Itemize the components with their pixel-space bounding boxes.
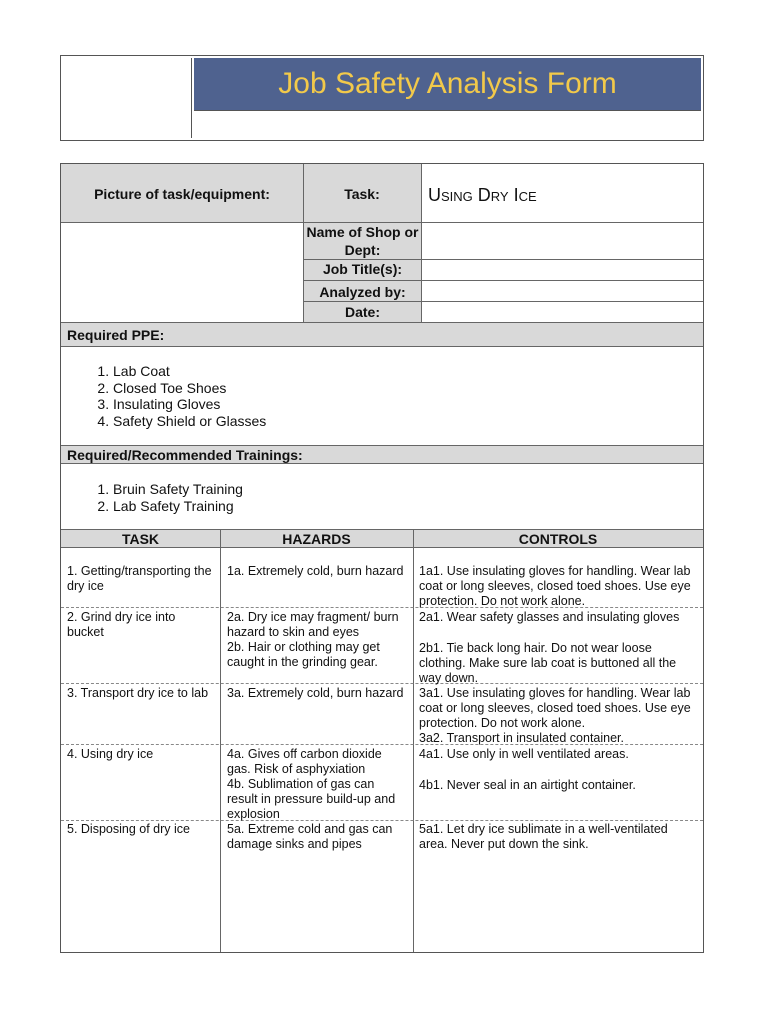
row2-hazard-a: 2a. Dry ice may fragment/ burn hazard to skin and eyes: [227, 610, 399, 639]
row3-hazard-a: 3a. Extremely cold, burn hazard: [227, 686, 404, 700]
trainings-list: [61, 481, 243, 514]
task-value: Using Dry Ice: [428, 185, 537, 205]
row3-task: 3. Transport dry ice to lab: [67, 686, 209, 700]
header-task: TASK: [121, 531, 160, 547]
row2-hazard-b: 2b. Hair or clothing may get caught in the grinding gear.: [227, 640, 380, 669]
row4-control-a: 4a1. Use only in well ventilated areas.: [419, 747, 629, 761]
row1-control-a: 1a1. Use insulating gloves for handling. Wear lab coat or long sleeves, closed toed shoes. Use eye protection. Do not work alone.: [419, 564, 691, 608]
trainings-heading: Required/Recommended Trainings:: [67, 447, 303, 463]
shop-label: Name of Shop or Dept:: [306, 224, 419, 258]
picture-label-cell: [61, 164, 303, 222]
form-title: Job Safety Analysis Form: [194, 58, 701, 110]
ppe-item: 2. Closed Toe Shoes: [113, 380, 266, 397]
row1-task: 1. Getting/transporting the dry ice: [67, 564, 212, 593]
trainings-heading-bar: [61, 445, 703, 464]
row3-control-b: 3a2. Transport in insulated container.: [419, 731, 624, 745]
ppe-heading-bar: [61, 322, 703, 347]
row5-task: 5. Disposing of dry ice: [67, 822, 190, 836]
header-controls: CONTROLS: [518, 531, 598, 547]
ppe-item: 4. Safety Shield or Glasses: [113, 413, 266, 430]
task-value-cell: [421, 164, 703, 222]
row4-task: 4. Using dry ice: [67, 747, 154, 761]
row4-hazard-b: 4b. Sublimation of gas can result in pressure build-up and explosion: [227, 777, 396, 821]
ppe-heading: Required PPE:: [67, 327, 165, 343]
row5-hazard-a: 5a. Extreme cold and gas can damage sinks and pipes: [227, 822, 393, 851]
row4-hazard-a: 4a. Gives off carbon dioxide gas. Risk of asphyxiation: [227, 747, 382, 776]
task-label: Task:: [344, 186, 380, 202]
ppe-item: 1. Lab Coat: [113, 363, 266, 380]
ppe-item: 3. Insulating Gloves: [113, 396, 266, 413]
row4-control-b: 4b1. Never seal in an airtight container.: [419, 778, 636, 792]
date-label: Date:: [344, 304, 380, 320]
training-item: 2. Lab Safety Training: [113, 498, 243, 515]
analyzed-by-label: Analyzed by:: [319, 284, 406, 300]
ppe-list: [61, 363, 266, 429]
row5-control-a: 5a1. Let dry ice sublimate in a well-ventilated area. Never put down the sink.: [419, 822, 668, 851]
form-header: [60, 55, 704, 141]
row1-hazard-a: 1a. Extremely cold, burn hazard: [227, 564, 404, 578]
picture-label: Picture of task/equipment:: [94, 186, 270, 202]
row3-control-a: 3a1. Use insulating gloves for handling. Wear lab coat or long sleeves, closed toed shoes. Use eye protection. Do not work alone.: [419, 686, 691, 730]
header-subbar: [194, 110, 701, 138]
task-label-cell: [303, 164, 421, 222]
header-hazards: HAZARDS: [282, 531, 351, 547]
jsa-form: [60, 163, 704, 953]
logo-box: [63, 58, 192, 138]
training-item: 1. Bruin Safety Training: [113, 481, 243, 498]
row2-control-b: 2b1. Tie back long hair. Do not wear loose clothing. Make sure lab coat is buttoned all the way down.: [419, 641, 677, 685]
row2-control-a: 2a1. Wear safety glasses and insulating gloves: [419, 610, 680, 624]
row2-task: 2. Grind dry ice into bucket: [67, 610, 176, 639]
job-title-label: Job Title(s):: [322, 261, 403, 277]
